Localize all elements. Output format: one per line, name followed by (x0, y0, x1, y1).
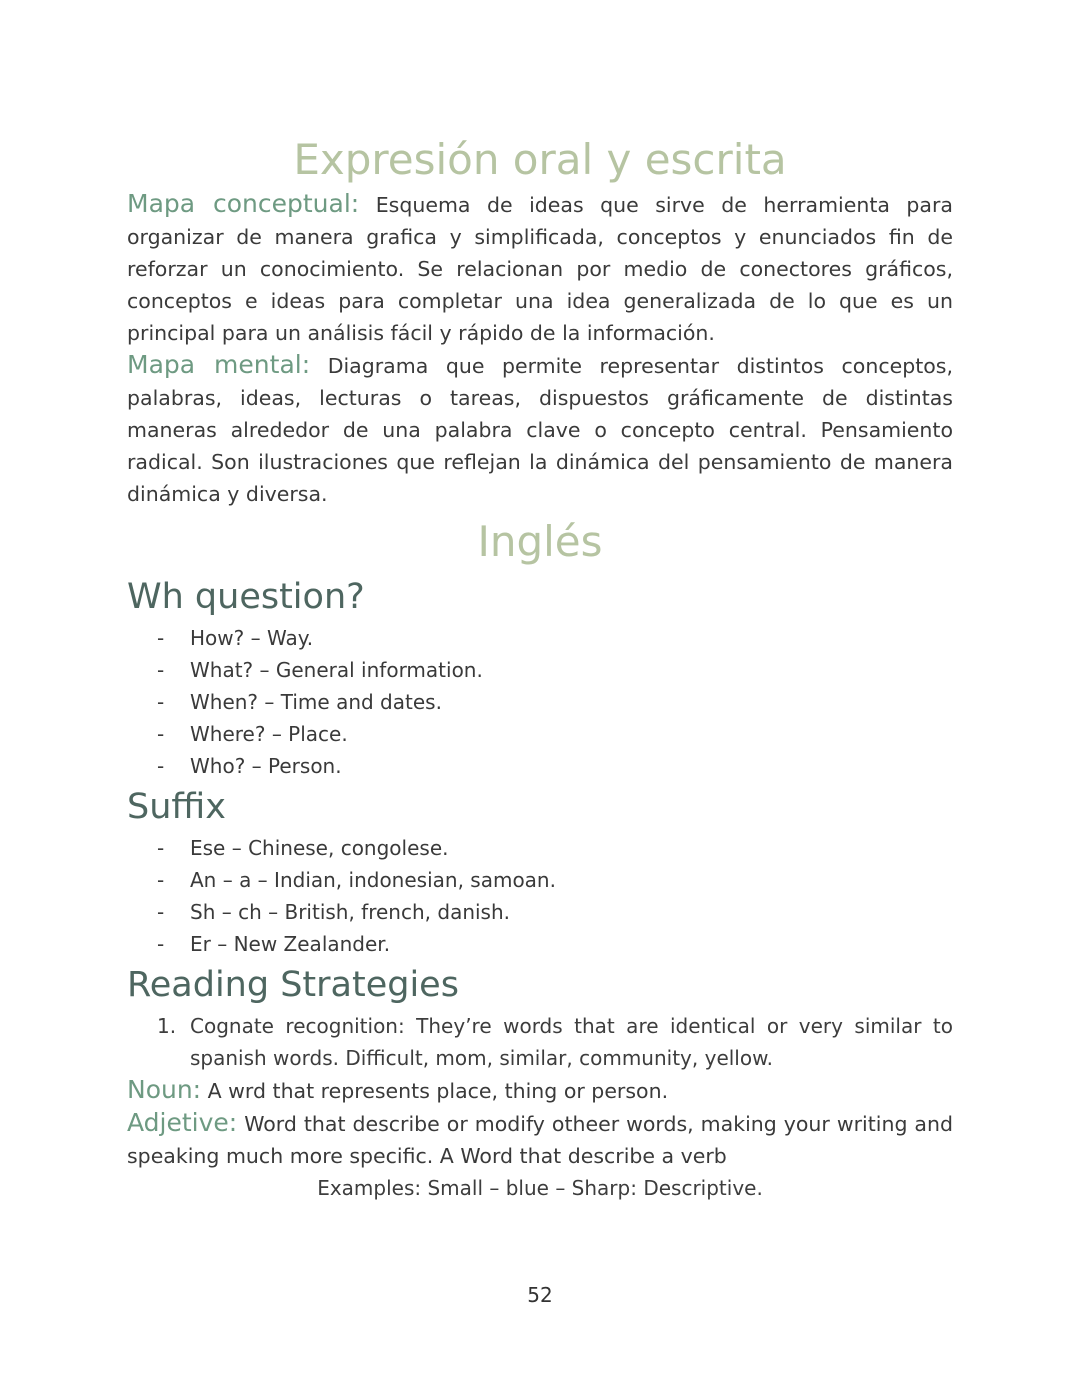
dash-bullet: - (157, 722, 165, 746)
paragraph-adjetive (127, 1107, 953, 1172)
definition-noun: A wrd that represents place, thing or person. (201, 1079, 669, 1103)
heading-wh-question: Wh question? (127, 577, 365, 617)
paragraph-mapa-mental (127, 349, 953, 510)
term-noun: Noun: (127, 1075, 202, 1104)
list-item (127, 622, 953, 654)
dash-bullet: - (157, 932, 165, 956)
paragraph-mapa-conceptual (127, 188, 953, 349)
definition-adjetive: Word that describe or modify otheer words, making your writing and speaking much more specific. A Word that describe a verb (127, 1112, 953, 1168)
dash-bullet: - (157, 900, 165, 924)
list-item-text: When? – Time and dates. (190, 690, 442, 714)
dash-bullet: - (157, 836, 165, 860)
list-item-text: Er – New Zealander. (190, 932, 391, 956)
number-marker: 1. (157, 1014, 177, 1038)
list-item (127, 864, 953, 896)
list-item-text: Cognate recognition: They’re words that are identical or very similar to spanish words. Difficult, mom, similar, community, yellow. (190, 1014, 953, 1070)
term-mapa-mental: Mapa mental: (127, 350, 311, 379)
list-item-text: How? – Way. (190, 626, 314, 650)
page-number: 52 (527, 1283, 553, 1307)
dash-bullet: - (157, 868, 165, 892)
dash-bullet: - (157, 690, 165, 714)
page-content (127, 132, 953, 1204)
title-ingles: Inglés (477, 517, 603, 566)
list-item-text: Ese – Chinese, congolese. (190, 836, 449, 860)
list-item-text: What? – General information. (190, 658, 483, 682)
definition-mapa-conceptual: Esquema de ideas que sirve de herramienta para organizar de manera grafica y simplificada, conceptos y enunciados fin de reforzar un conocimiento. Se relacionan por medio de conectores gráficos, conceptos e ideas para completar una idea generalizada de lo que es un principal para un análisis fácil y rápido de la información. (127, 193, 953, 345)
term-mapa-conceptual: Mapa conceptual: (127, 189, 360, 218)
term-adjetive: Adjetive: (127, 1108, 238, 1137)
list-reading-strategies (127, 1010, 953, 1074)
list-item (127, 832, 953, 864)
definition-mapa-mental: Diagrama que permite representar distintos conceptos, palabras, ideas, lecturas o tareas, dispuestos gráficamente de distintas maneras alrededor de una palabra clave o concepto central. Pensamiento radical. Son ilustraciones que reflejan la dinámica del pensamiento de manera dinámica y diversa. (127, 354, 953, 506)
paragraph-noun (127, 1074, 953, 1107)
list-item (127, 750, 953, 782)
list-suffix (127, 832, 953, 960)
dash-bullet: - (157, 754, 165, 778)
heading-suffix: Suffix (127, 787, 226, 827)
list-item-text: Who? – Person. (190, 754, 342, 778)
list-wh-questions (127, 622, 953, 782)
heading-reading-strategies: Reading Strategies (127, 965, 459, 1005)
list-item-text: Sh – ch – British, french, danish. (190, 900, 511, 924)
list-item (127, 718, 953, 750)
list-item-text: Where? – Place. (190, 722, 348, 746)
list-item (127, 1010, 953, 1074)
list-item (127, 654, 953, 686)
list-item (127, 896, 953, 928)
examples-line: Examples: Small – blue – Sharp: Descriptive. (317, 1176, 763, 1200)
dash-bullet: - (157, 626, 165, 650)
title-expresion: Expresión oral y escrita (293, 135, 787, 184)
dash-bullet: - (157, 658, 165, 682)
list-item (127, 928, 953, 960)
list-item (127, 686, 953, 718)
list-item-text: An – a – Indian, indonesian, samoan. (190, 868, 556, 892)
